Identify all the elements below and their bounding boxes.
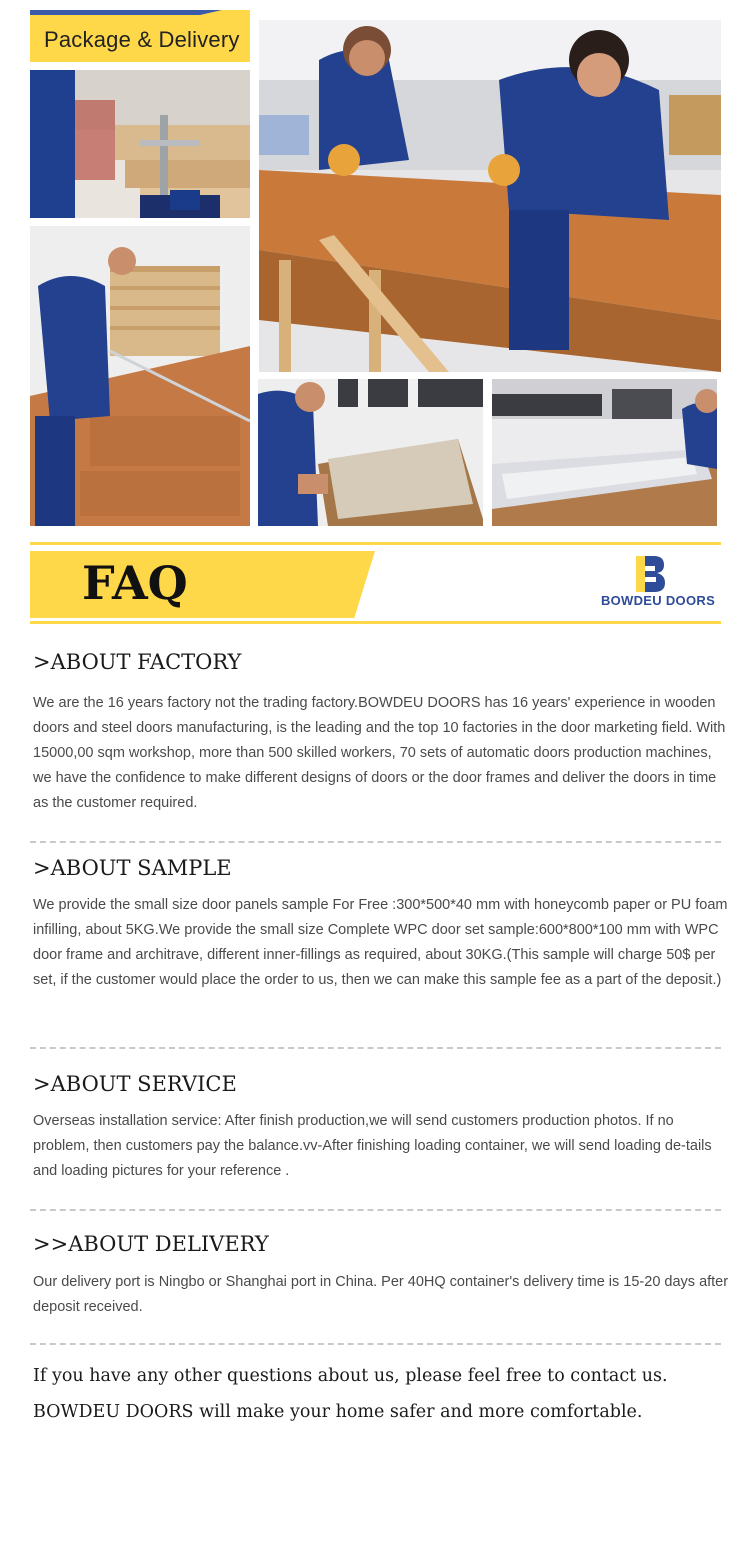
section-divider [30, 1209, 721, 1211]
faq-title: FAQ [82, 556, 188, 610]
section-divider [30, 841, 721, 843]
section-title-delivery: >>ABOUT DELIVERY [33, 1232, 269, 1256]
section-body-service: Overseas installation service: After finish production,we will send customers production photos. If no problem, then customers pay the balance.vv-After finishing loading container, we will send loading de-tails and loading pictures for your reference . [33, 1113, 712, 1179]
caliper-measure-photo [30, 70, 250, 218]
faq-bottom-line [30, 621, 721, 624]
bowdeu-logo-icon [636, 556, 666, 592]
closing-line-contact: If you have any other questions about us, please feel free to contact us. [33, 1366, 668, 1386]
faq-top-line [30, 542, 721, 545]
section-body-sample: We provide the small size door panels sample For Free :300*500*40 mm with honeycomb paper or PU foam infilling, about 5KG.We provide the small size Complete WPC door set sample:600*800*100 mm with WPC door frame and architrave, different inner-fillings as required, about 30KG.(This sample will charge 50$ per set, if the customer would place the order to us, then we can make this sample fee as a part of the deposit.) [33, 897, 728, 988]
section-title-service: >ABOUT SERVICE [33, 1072, 237, 1096]
film-wrapped-door-photo [492, 379, 717, 526]
worker-measuring-door-photo [30, 226, 250, 526]
section-divider [30, 1343, 721, 1345]
closing-line-brand: BOWDEU DOORS will make your home safer and more comfortable. [33, 1402, 643, 1422]
package-delivery-tag [30, 10, 250, 62]
workers-taping-door-photo [259, 20, 721, 372]
package-delivery-title: Package & Delivery [44, 27, 240, 52]
section-divider [30, 1047, 721, 1049]
section-title-sample: >ABOUT SAMPLE [33, 856, 232, 880]
section-body-delivery: Our delivery port is Ningbo or Shanghai port in China. Per 40HQ container's delivery time is 15-20 days after deposit received. [33, 1274, 729, 1315]
worker-edging-door-photo [258, 379, 483, 526]
brand-name: BOWDEU DOORS [600, 593, 716, 608]
section-title-factory: >ABOUT FACTORY [33, 650, 242, 674]
section-body-factory: We are the 16 years factory not the trading factory.BOWDEU DOORS has 16 years' experience in wooden doors and steel doors manufacturing, is the leading and the top 10 factories in the door marketing field. With 15000,00 sqm workshop, more than 500 skilled workers, 70 sets of automatic doors production machines, we have the confidence to make different designs of doors or the door frames and deliver the doors in time as the customer required. [33, 695, 726, 811]
